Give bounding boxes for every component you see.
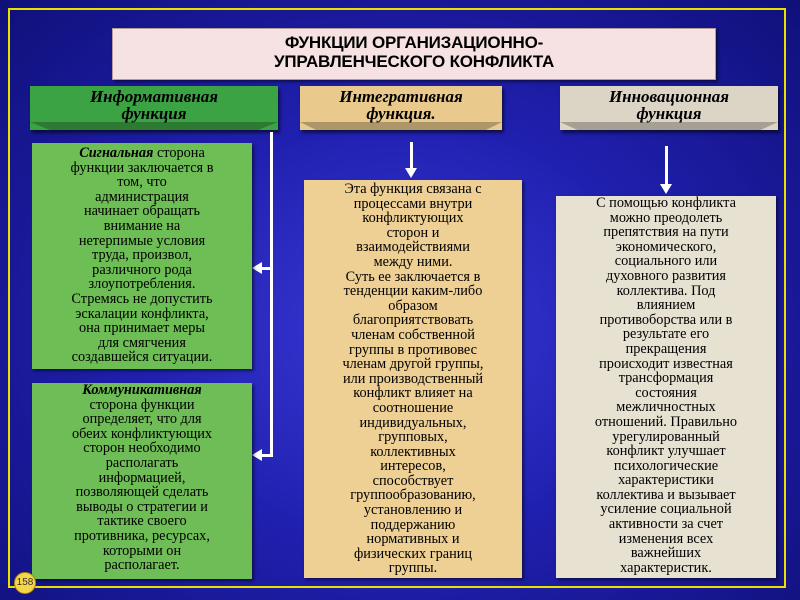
integrative-line-19: интересов,	[380, 458, 446, 475]
header-informative-line-2: функция	[121, 104, 187, 123]
integrative-line-7: тенденции каким-либо	[343, 283, 483, 300]
page-number-badge: 158	[14, 572, 36, 594]
integrative-line-2: конфликтующих	[362, 210, 464, 227]
integrative-line-10: членам собственной	[351, 326, 475, 343]
integrative-function-box	[304, 180, 522, 578]
communicative-lead: Коммуникативная	[82, 382, 202, 398]
signal-line-14: создавшейся ситуации.	[71, 349, 213, 366]
communicative-line-0: сторона функции	[89, 396, 195, 413]
signal-line-8: различного рода	[92, 261, 192, 278]
integrative-line-9: благоприятствовать	[352, 312, 474, 329]
signal-line-4: начинает обращать	[83, 203, 201, 220]
integrative-line-5: между ними.	[373, 253, 453, 270]
communicative-line-3: сторон необходимо	[83, 440, 201, 457]
communicative-line-8: тактике своего	[97, 513, 187, 530]
header-innovative-line-1: Инновационная	[608, 87, 730, 106]
integrative-line-8: образом	[388, 297, 438, 314]
innovative-line-14: межличностных	[616, 399, 716, 416]
arrow-to-communicative-icon	[252, 449, 262, 461]
signal-lead: Сигнальная	[79, 145, 154, 161]
innovative-line-19: характеристики	[618, 472, 714, 489]
integrative-line-3: сторон и	[386, 224, 440, 241]
innovative-line-16: урегулированный	[612, 428, 720, 445]
innovative-line-8: противоборства или в	[599, 311, 733, 328]
title-line-1: ФУНКЦИИ ОРГАНИЗАЦИОННО-	[284, 33, 544, 52]
communicative-line-7: выводы о стратегии и	[76, 498, 208, 515]
innovative-line-6: коллектива. Под	[616, 282, 716, 299]
innovative-line-12: трансформация	[618, 370, 714, 387]
innovative-line-23: изменения всех	[618, 530, 714, 547]
signal-line-2: том, что	[117, 174, 167, 191]
communicative-function-box	[32, 383, 252, 579]
signal-function-box	[32, 143, 252, 369]
header-integrative-line-2: функция.	[366, 104, 436, 123]
integrative-line-1: процессами внутри	[353, 195, 473, 212]
communicative-line-11: располагает.	[104, 557, 180, 574]
integrative-line-11: группы в противовес	[349, 341, 477, 358]
title-box	[112, 28, 716, 80]
innovative-line-0: С помощью конфликта	[596, 195, 736, 211]
header-integrative	[300, 86, 502, 130]
signal-line-0: сторона	[153, 145, 205, 161]
communicative-line-1: определяет, что для	[82, 411, 202, 428]
header-informative	[30, 86, 278, 130]
integrative-line-26: группы.	[388, 560, 438, 577]
innovative-line-2: препятствия на пути	[603, 224, 729, 241]
connector-to-communicative	[262, 454, 273, 457]
signal-line-9: злоупотребления.	[88, 276, 196, 293]
integrative-line-15: соотношение	[372, 399, 454, 416]
innovative-line-10: прекращения	[625, 340, 707, 357]
signal-line-11: эскалации конфликта,	[75, 305, 209, 322]
connector-integrative	[410, 142, 413, 170]
header-innovative	[560, 86, 778, 130]
integrative-line-23: поддержанию	[370, 516, 456, 533]
innovative-line-24: важнейших	[630, 545, 702, 562]
signal-line-5: внимание на	[103, 217, 181, 234]
signal-line-10: Стремясь не допустить	[71, 290, 213, 307]
communicative-line-9: противника, ресурсах,	[74, 527, 210, 544]
integrative-line-4: взаимодействиями	[356, 239, 470, 256]
signal-line-3: администрация	[95, 188, 189, 205]
integrative-line-12: членам другой группы,	[342, 356, 484, 373]
communicative-line-5: информацией,	[98, 469, 186, 486]
communicative-line-6: позволяющей сделать	[75, 484, 209, 501]
innovative-line-1: можно преодолеть	[609, 209, 723, 226]
arrow-to-innovative-icon	[660, 184, 672, 194]
connector-to-signal	[262, 267, 273, 270]
innovative-line-5: духовного развития	[606, 267, 726, 284]
innovative-line-4: социального или	[614, 253, 718, 270]
innovative-function-box	[556, 196, 776, 578]
title-line-2: УПРАВЛЕНЧЕСКОГО КОНФЛИКТА	[273, 52, 555, 71]
integrative-line-6: Суть ее заключается в	[345, 268, 481, 285]
integrative-line-18: коллективных	[370, 443, 456, 460]
arrow-to-signal-icon	[252, 262, 262, 274]
innovative-line-22: активности за счет	[608, 516, 724, 533]
signal-line-7: труда, произвол,	[92, 247, 192, 264]
innovative-line-9: результате его	[622, 326, 710, 343]
signal-line-6: нетерпимые условия	[78, 232, 206, 249]
signal-line-13: для смягчения	[98, 334, 186, 351]
integrative-line-14: конфликт влияет на	[353, 385, 473, 402]
header-integrative-line-1: Интегративная	[339, 87, 463, 106]
arrow-to-integrative-icon	[405, 168, 417, 178]
integrative-line-21: группообразованию,	[350, 487, 476, 504]
integrative-line-20: способствует	[372, 472, 454, 489]
communicative-line-2: обеих конфликтующих	[71, 425, 213, 442]
header-informative-line-1: Информативная	[89, 87, 219, 106]
innovative-line-11: происходит известная	[599, 355, 733, 372]
signal-line-12: она принимает меры	[78, 320, 206, 337]
header-innovative-line-2: функция	[636, 104, 702, 123]
integrative-line-16: индивидуальных,	[359, 414, 467, 431]
integrative-line-22: установлению и	[363, 502, 463, 519]
connector-informative-vertical	[270, 132, 273, 456]
signal-line-1: функции заключается в	[70, 159, 214, 176]
integrative-line-13: или производственный	[342, 370, 484, 387]
innovative-line-21: усиление социальной	[600, 501, 732, 518]
innovative-line-25: характеристик.	[620, 559, 712, 576]
innovative-line-20: коллектива и вызывает	[596, 486, 736, 503]
connector-innovative	[665, 146, 668, 186]
integrative-line-24: нормативных и	[366, 531, 460, 548]
integrative-line-17: групповых,	[378, 429, 448, 446]
innovative-line-15: отношений. Правильно	[594, 413, 738, 430]
innovative-line-13: состояния	[635, 384, 697, 401]
innovative-line-7: влиянием	[636, 297, 696, 314]
integrative-line-0: Эта функция связана с	[344, 181, 482, 197]
integrative-line-25: физических границ	[353, 545, 473, 562]
communicative-line-10: которыми он	[102, 542, 182, 559]
innovative-line-18: психологические	[613, 457, 719, 474]
communicative-line-4: располагать	[105, 454, 179, 471]
innovative-line-17: конфликт улучшает	[606, 443, 726, 460]
innovative-line-3: экономического,	[615, 238, 717, 255]
